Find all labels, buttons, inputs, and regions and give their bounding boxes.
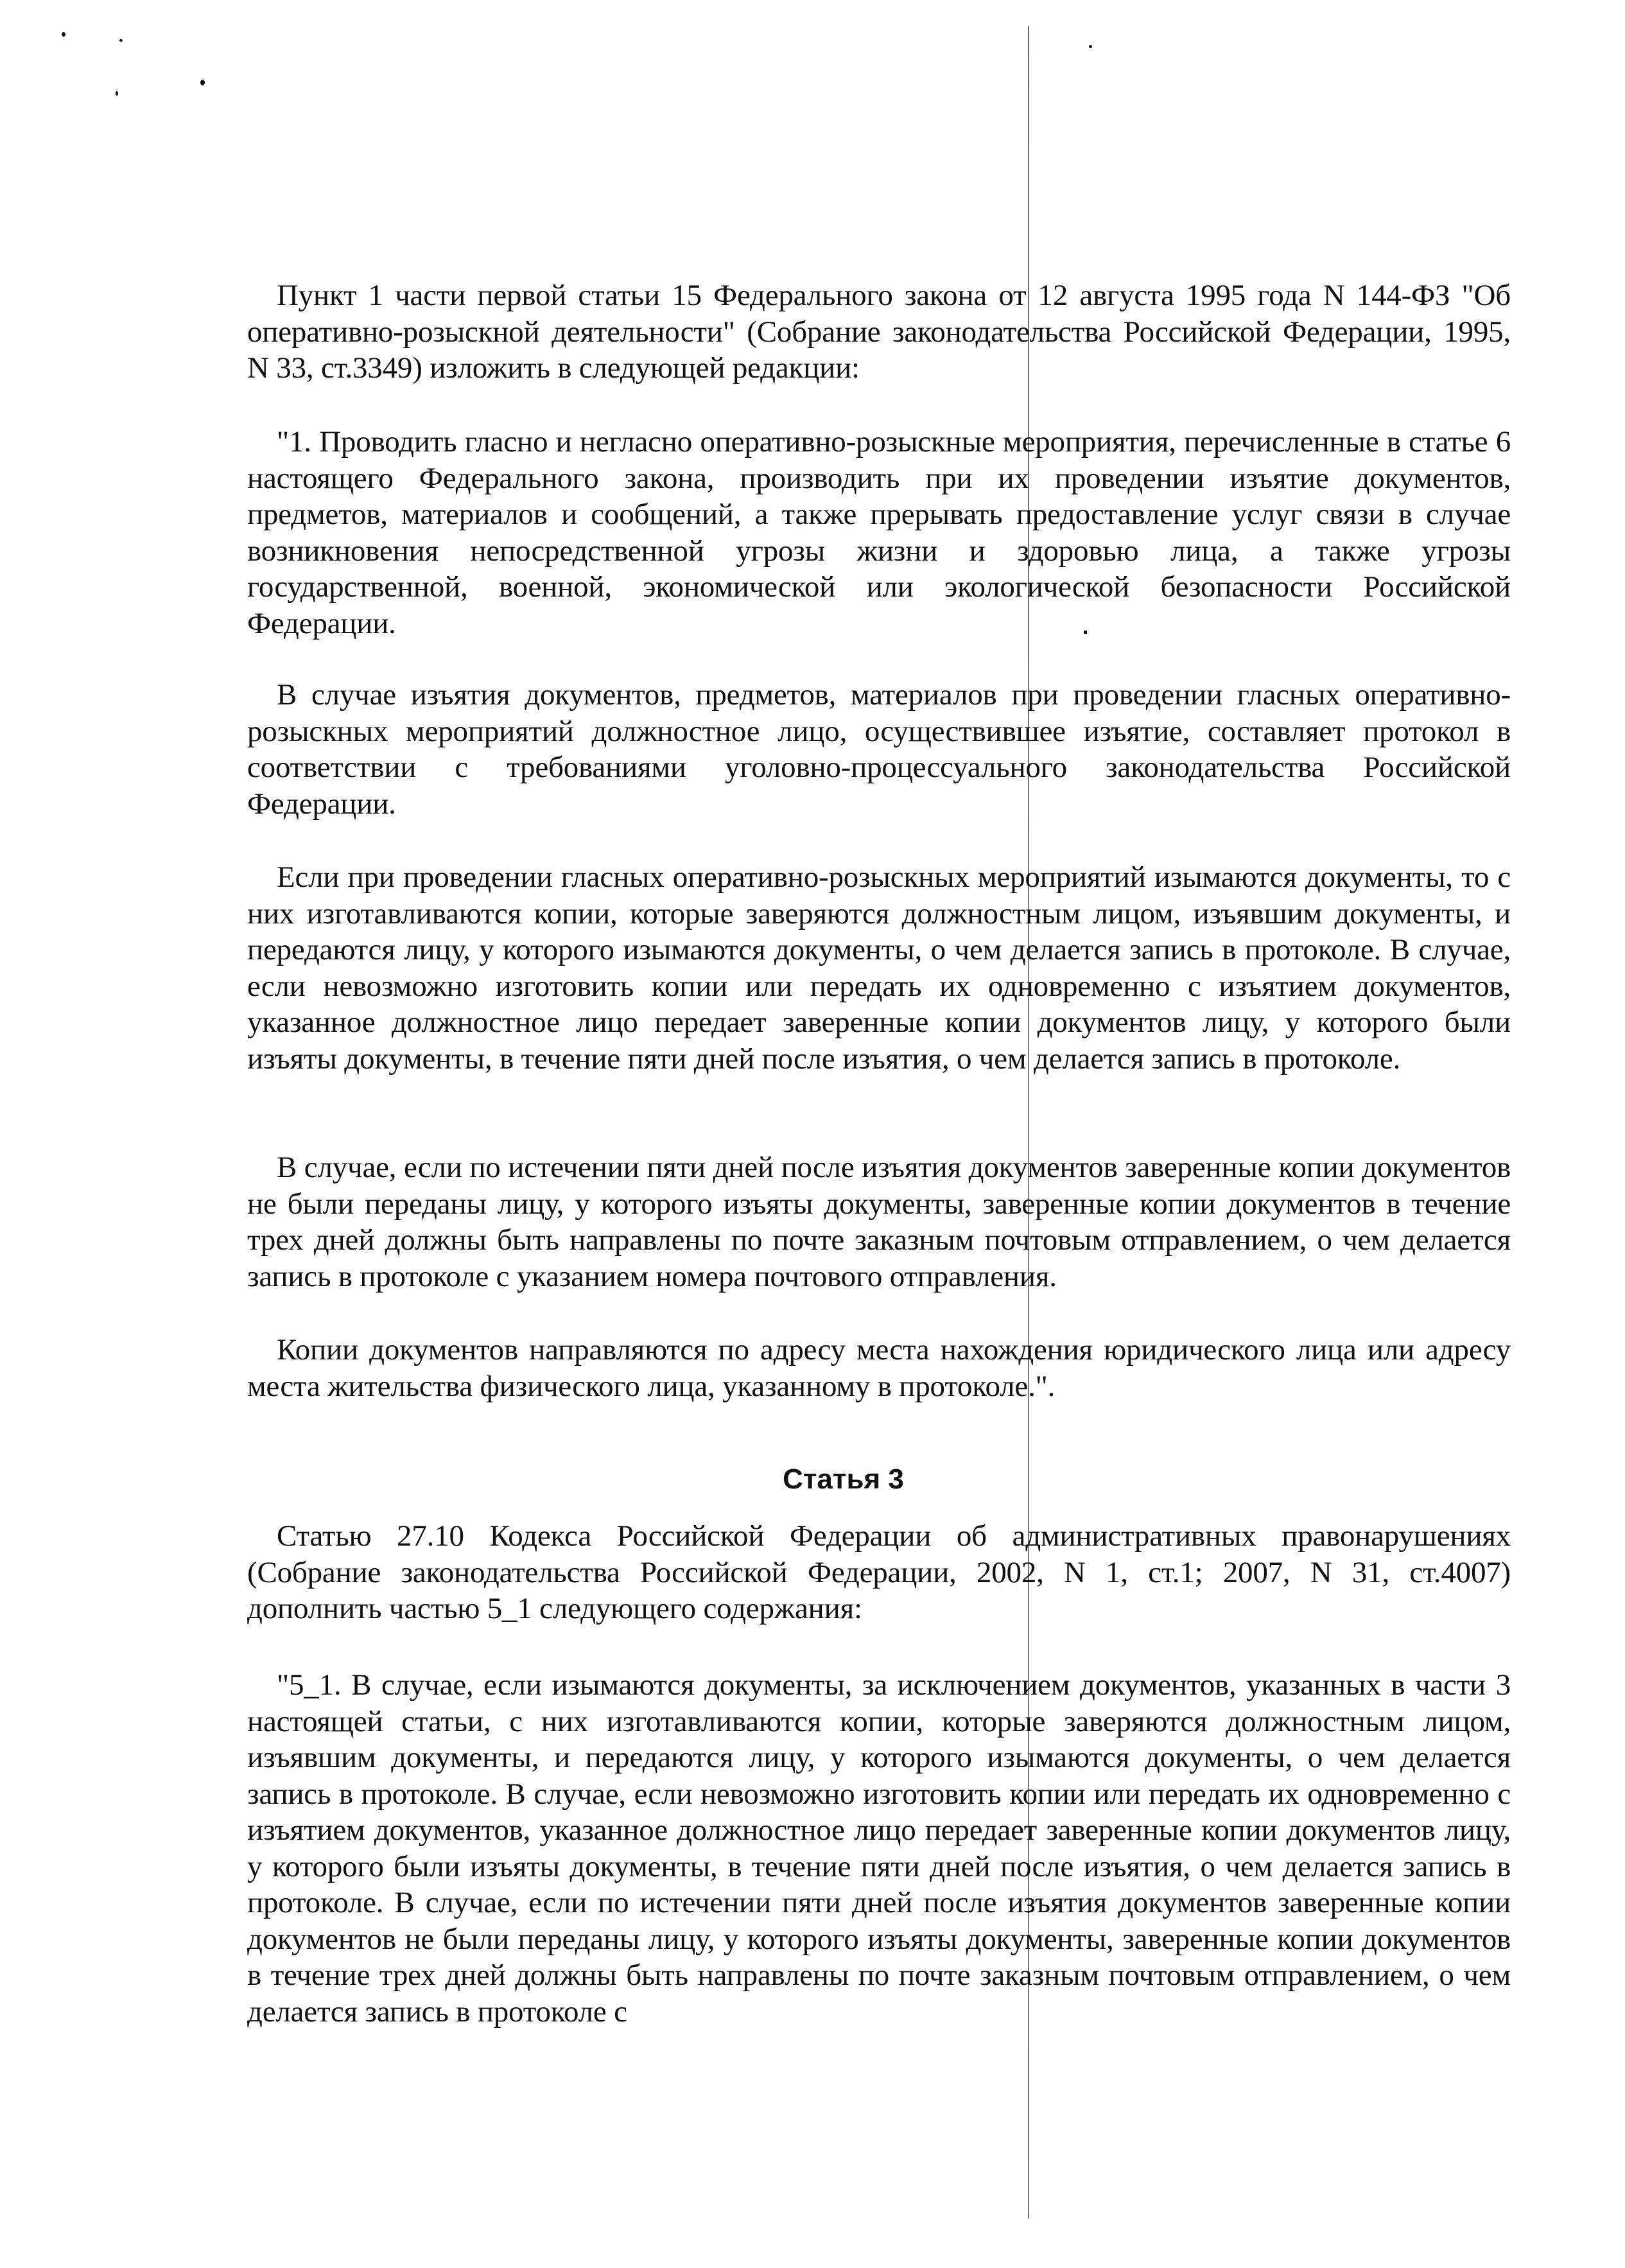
scan-speck (200, 80, 205, 85)
paragraph-part-5-1: "5_1. В случае, если изымаются документы, за исключением документов, указанных в части 3 настоящей статьи, с них изготавливаются копии, которые заверяются должностным лицом, изъявшим документы, и передаются лицу, у которого изымаются документы, о чем делается запись в протоколе. В случае, если невозможно изготовить копии или передать их одновременно с изъятием документов, указанное должностное лицо передает заверенные копии документов лицу, у которого были изъяты документы, в течение пяти дней после изъятия, о чем делается запись в протоколе. В случае, если по истечении пяти дней после изъятия документов заверенные копии документов не были переданы лицу, у которого изъяты документы, заверенные копии документов в течение трех дней должны быть направлены по почте заказным почтовым отправлением, о чем делается запись в протоколе с (247, 1668, 1511, 2028)
paragraph-item1-new-wording: "1. Проводить гласно и негласно оперативно-розыскные мероприятия, перечисленные в статье 6 настоящего Федерального закона, производить при их проведении изъятие документов, предметов, материалов и сообщений, а также прерывать предоставление услуг связи в случае возникновения непосредственной угрозы жизни и здоровью лица, а также угрозы государственной, военной, экономической или экологической безопасности Российской Федерации. (247, 425, 1511, 640)
article-3-heading: Статья 3 (783, 1463, 904, 1495)
paragraph-seizure-protocol: В случае изъятия документов, предметов, материалов при проведении гласных оперативно-розыскных мероприятий должностное лицо, осуществившее изъятие, составляет протокол в соответствии с требованиями уголовно-процессуального законодательства Российской Федерации. (247, 678, 1511, 821)
scan-speck (1089, 45, 1092, 48)
paragraph-amend-art15-intro: Пункт 1 части первой статьи 15 Федерального закона от 12 августа 1995 года N 144-ФЗ "Об оперативно-розыскной деятельности" (Собрание законодательства Российской Федерации, 1995, N 33, ст.3349) изложить в следующей редакции: (247, 279, 1511, 385)
scan-speck (62, 32, 65, 37)
paragraph-copies-address: Копии документов направляются по адресу места нахождения юридического лица или адресу места жительства физического лица, указанному в протоколе.". (247, 1333, 1511, 1403)
paragraph-amend-art27-10-intro: Статью 27.10 Кодекса Российской Федерации об административных правонарушениях (Собрание законодательства Российской Федерации, 2002, N 1, ст.1; 2007, N 31, ст.4007) дополнить частью 5_1 следующего содержания: (247, 1519, 1511, 1625)
scan-speck (119, 39, 123, 42)
paragraph-postal-dispatch: В случае, если по истечении пяти дней после изъятия документов заверенные копии документов не были переданы лицу, у которого изъяты документы, заверенные копии документов в течение трех дней должны быть направлены по почте заказным почтовым отправлением, о чем делается запись в протоколе с указанием номера почтового отправления. (247, 1151, 1511, 1293)
paragraph-document-copies: Если при проведении гласных оперативно-розыскных мероприятий изымаются документы, то с них изготавливаются копии, которые заверяются должностным лицом, изъявшим документы, и передаются лицу, у которого изымаются документы, о чем делается запись в протоколе. В случае, если невозможно изготовить копии или передать их одновременно с изъятием документов, указанное должностное лицо передает заверенные копии документов лицу, у которого были изъяты документы, в течение пяти дней после изъятия, о чем делается запись в протоколе. (247, 860, 1511, 1076)
scan-speck (116, 91, 118, 96)
